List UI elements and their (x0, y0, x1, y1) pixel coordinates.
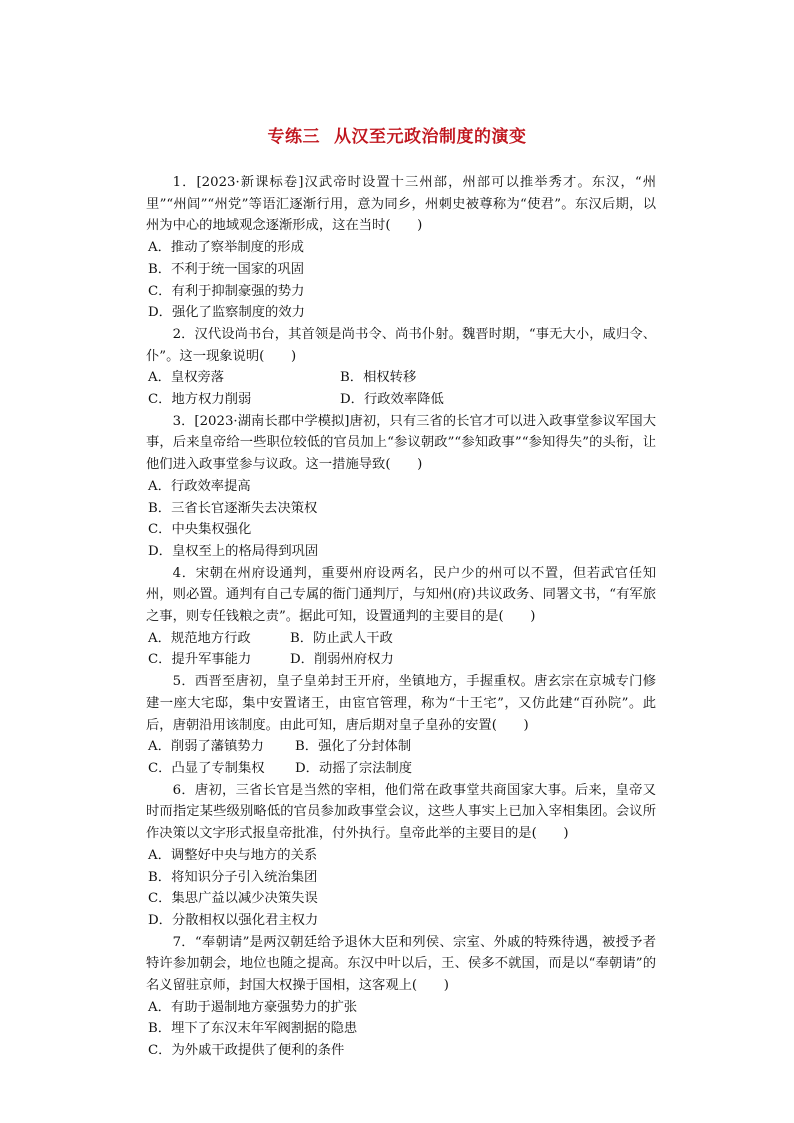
question-stem: 6．唐初，三省长官是当然的宰相，他们常在政事堂共商国家大事。后来，皇帝又时而指定某些级别略低的官员参加政事堂会议，这些人事实上已加入宰相集团。会议所作决策以文字形式报皇帝批准，付外执行。皇帝此举的主要目的是( ) (146, 782, 656, 842)
option-a: A．推动了察举制度的形成 (148, 240, 304, 256)
option-c: C．提升军事能力 (148, 652, 252, 668)
question-5 (146, 671, 656, 780)
question-2 (146, 324, 656, 411)
option-d: D．行政效率降低 (340, 392, 444, 408)
option-b: B．不利于统一国家的巩固 (148, 261, 305, 277)
question-7 (146, 932, 656, 1062)
question-1 (146, 172, 656, 324)
option-a: A．调整好中央与地方的关系 (148, 847, 318, 863)
option-a: A．有助于遏制地方豪强势力的扩张 (148, 999, 358, 1015)
option-b: B．强化了分封体制 (295, 739, 412, 755)
option-b: B．三省长官逐渐失去决策权 (148, 500, 318, 516)
option-d: D．削弱州府权力 (290, 652, 394, 668)
option-d: D．动摇了宗法制度 (295, 760, 413, 776)
option-c: C．凸显了专制集权 (148, 760, 265, 776)
option-d: D．强化了监察制度的效力 (148, 305, 305, 321)
question-3 (146, 411, 656, 563)
option-a: A．皇权旁落 (148, 370, 225, 386)
question-4 (146, 563, 656, 672)
question-6 (146, 780, 656, 932)
page-title (0, 122, 794, 147)
option-b: B．将知识分子引入统治集团 (148, 869, 318, 885)
question-stem: 5．西晋至唐初，皇子皇弟封王开府，坐镇地方，手握重权。唐玄宗在京城专门修建一座大宅邸，集中安置诸王，由宦官管理，称为“十王宅”，又仿此建“百孙院”。此后，唐朝沿用该制度。由此可知，唐后期对皇子皇孙的安置( ) (146, 674, 656, 733)
option-c: C．中央集权强化 (148, 522, 252, 538)
option-b: B．相权转移 (340, 370, 417, 386)
option-c: C．为外戚干政提供了便利的条件 (148, 1043, 345, 1059)
option-d: D．分散相权以强化君主权力 (148, 912, 319, 928)
option-a: A．行政效率提高 (148, 478, 251, 494)
option-b: B．防止武人干政 (290, 630, 393, 646)
option-c: C．有利于抑制豪强的势力 (148, 283, 305, 299)
question-stem: 7．“奉朝请”是两汉朝廷给予退休大臣和列侯、宗室、外戚的特殊待遇，被授予者特许参加朝会，地位也随之提高。东汉中叶以后，王、侯多不就国，而是以“奉朝请”的名义留驻京师，封国大权操于国相，这客观上( ) (146, 934, 656, 994)
option-c: C．集思广益以减少决策失误 (148, 891, 318, 907)
option-a: A．规范地方行政 (148, 630, 251, 646)
option-c: C．地方权力削弱 (148, 392, 252, 408)
question-stem: 2．汉代设尚书台，其首领是尚书令、尚书仆射。魏晋时期，“事无大小，咸归令、仆”。这一现象说明( ) (146, 326, 656, 364)
question-stem: 1．[2023·新课标卷]汉武帝时设置十三州部，州部可以推举秀才。东汉，“州里”“州闾”“州党”等语汇逐渐行用，意为同乡，州刺史被尊称为“使君”。东汉后期，以州为中心的地域观念逐渐形成，这在当时( ) (146, 175, 656, 234)
option-d: D．皇权至上的格局得到巩固 (148, 543, 319, 559)
question-list (146, 172, 656, 1062)
option-a: A．削弱了藩镇势力 (148, 739, 264, 755)
title-part2: 从汉至元政治制度的演变 (334, 127, 527, 147)
question-stem: 4．宋朝在州府设通判，重要州府设两名，民户少的州可以不置，但若武官任知州，则必置。通判有自己专属的衙门通判厅，与知州(府)共议政务、同署文书，“有军旅之事，则专任钱粮之责”。据此可知，设置通判的主要目的是( ) (146, 565, 657, 625)
title-part1: 专练三 (267, 127, 320, 147)
question-stem: 3．[2023·湖南长郡中学模拟]唐初，只有三省的长官才可以进入政事堂参议军国大事，后来皇帝给一些职位较低的官员加上“参议朝政”“参知政事”“参知得失”的头衔，让他们进入政事堂参与议政。这一措施导致( ) (146, 413, 656, 473)
option-b: B．埋下了东汉末年军阀割据的隐患 (148, 1021, 358, 1037)
